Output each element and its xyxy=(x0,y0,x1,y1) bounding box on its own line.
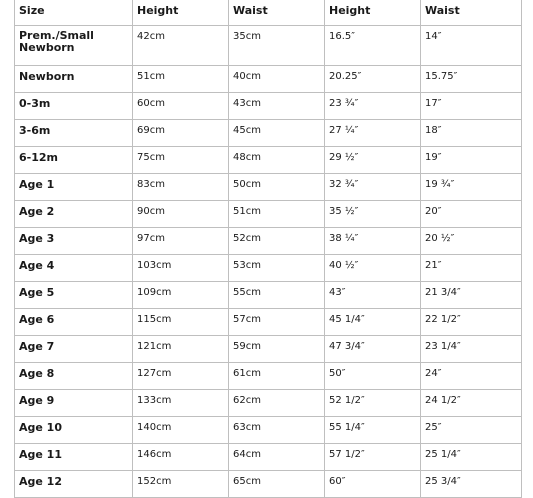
waist-cm-cell: 43cm xyxy=(229,93,325,120)
waist-in-cell: 24 1/2″ xyxy=(421,390,522,417)
table-row xyxy=(15,336,522,363)
waist-in-cell: 19″ xyxy=(421,147,522,174)
table-row xyxy=(15,120,522,147)
waist-in-cell: 22 1/2″ xyxy=(421,309,522,336)
height-cm-cell: 127cm xyxy=(133,363,229,390)
waist-in-cell: 25 1/4″ xyxy=(421,444,522,471)
height-in-cell: 29 ½″ xyxy=(325,147,421,174)
table-row xyxy=(15,228,522,255)
waist-cm-cell: 62cm xyxy=(229,390,325,417)
size-cell: Age 2 xyxy=(15,201,133,228)
height-cm-cell: 109cm xyxy=(133,282,229,309)
height-cm-cell: 103cm xyxy=(133,255,229,282)
height-cm-cell: 42cm xyxy=(133,26,229,66)
waist-cm-cell: 65cm xyxy=(229,471,325,498)
waist-in-cell: 24″ xyxy=(421,363,522,390)
size-cell: Age 11 xyxy=(15,444,133,471)
height-in-cell: 55 1/4″ xyxy=(325,417,421,444)
size-cell: Age 6 xyxy=(15,309,133,336)
height-in-cell: 45 1/4″ xyxy=(325,309,421,336)
waist-cm-cell: 57cm xyxy=(229,309,325,336)
table-row xyxy=(15,93,522,120)
table-row xyxy=(15,147,522,174)
table-row xyxy=(15,26,522,66)
header-row xyxy=(15,0,522,26)
table-row xyxy=(15,309,522,336)
size-cell: Age 10 xyxy=(15,417,133,444)
header-waist-in: Waist xyxy=(421,0,522,26)
height-in-cell: 20.25″ xyxy=(325,66,421,93)
height-cm-cell: 140cm xyxy=(133,417,229,444)
height-in-cell: 38 ¼″ xyxy=(325,228,421,255)
waist-cm-cell: 35cm xyxy=(229,26,325,66)
size-cell: Newborn xyxy=(15,66,133,93)
waist-cm-cell: 61cm xyxy=(229,363,325,390)
waist-in-cell: 19 ¾″ xyxy=(421,174,522,201)
waist-in-cell: 23 1/4″ xyxy=(421,336,522,363)
size-cell: Age 5 xyxy=(15,282,133,309)
height-in-cell: 57 1/2″ xyxy=(325,444,421,471)
height-cm-cell: 90cm xyxy=(133,201,229,228)
waist-cm-cell: 40cm xyxy=(229,66,325,93)
waist-cm-cell: 51cm xyxy=(229,201,325,228)
waist-in-cell: 15.75″ xyxy=(421,66,522,93)
height-in-cell: 16.5″ xyxy=(325,26,421,66)
height-cm-cell: 152cm xyxy=(133,471,229,498)
header-height-cm: Height xyxy=(133,0,229,26)
height-in-cell: 52 1/2″ xyxy=(325,390,421,417)
height-cm-cell: 75cm xyxy=(133,147,229,174)
waist-cm-cell: 63cm xyxy=(229,417,325,444)
size-cell: Age 7 xyxy=(15,336,133,363)
height-in-cell: 40 ½″ xyxy=(325,255,421,282)
waist-cm-cell: 55cm xyxy=(229,282,325,309)
table-row xyxy=(15,174,522,201)
height-cm-cell: 146cm xyxy=(133,444,229,471)
size-chart-container xyxy=(14,0,521,498)
size-cell: Age 8 xyxy=(15,363,133,390)
height-in-cell: 43″ xyxy=(325,282,421,309)
header-height-in: Height xyxy=(325,0,421,26)
table-row xyxy=(15,363,522,390)
header-waist-cm: Waist xyxy=(229,0,325,26)
size-cell: Age 4 xyxy=(15,255,133,282)
waist-cm-cell: 64cm xyxy=(229,444,325,471)
table-row xyxy=(15,255,522,282)
waist-in-cell: 17″ xyxy=(421,93,522,120)
waist-cm-cell: 59cm xyxy=(229,336,325,363)
waist-in-cell: 25″ xyxy=(421,417,522,444)
size-cell: 0-3m xyxy=(15,93,133,120)
size-cell: 6-12m xyxy=(15,147,133,174)
height-cm-cell: 115cm xyxy=(133,309,229,336)
height-cm-cell: 97cm xyxy=(133,228,229,255)
waist-cm-cell: 53cm xyxy=(229,255,325,282)
height-in-cell: 35 ½″ xyxy=(325,201,421,228)
waist-cm-cell: 48cm xyxy=(229,147,325,174)
waist-in-cell: 21 3/4″ xyxy=(421,282,522,309)
height-cm-cell: 69cm xyxy=(133,120,229,147)
waist-in-cell: 25 3/4″ xyxy=(421,471,522,498)
size-cell: Age 12 xyxy=(15,471,133,498)
height-cm-cell: 51cm xyxy=(133,66,229,93)
size-cell: 3-6m xyxy=(15,120,133,147)
table-row xyxy=(15,201,522,228)
height-cm-cell: 83cm xyxy=(133,174,229,201)
height-cm-cell: 121cm xyxy=(133,336,229,363)
height-in-cell: 47 3/4″ xyxy=(325,336,421,363)
size-chart-table xyxy=(14,0,522,498)
waist-in-cell: 14″ xyxy=(421,26,522,66)
height-cm-cell: 60cm xyxy=(133,93,229,120)
table-row xyxy=(15,417,522,444)
height-in-cell: 32 ¾″ xyxy=(325,174,421,201)
waist-in-cell: 21″ xyxy=(421,255,522,282)
height-in-cell: 23 ¾″ xyxy=(325,93,421,120)
table-row xyxy=(15,444,522,471)
size-cell: Age 1 xyxy=(15,174,133,201)
height-cm-cell: 133cm xyxy=(133,390,229,417)
size-cell: Age 3 xyxy=(15,228,133,255)
height-in-cell: 27 ¼″ xyxy=(325,120,421,147)
waist-in-cell: 18″ xyxy=(421,120,522,147)
waist-in-cell: 20″ xyxy=(421,201,522,228)
waist-in-cell: 20 ½″ xyxy=(421,228,522,255)
table-row xyxy=(15,282,522,309)
waist-cm-cell: 52cm xyxy=(229,228,325,255)
table-row xyxy=(15,66,522,93)
table-row xyxy=(15,471,522,498)
height-in-cell: 50″ xyxy=(325,363,421,390)
table-row xyxy=(15,390,522,417)
waist-cm-cell: 45cm xyxy=(229,120,325,147)
header-size: Size xyxy=(15,0,133,26)
height-in-cell: 60″ xyxy=(325,471,421,498)
waist-cm-cell: 50cm xyxy=(229,174,325,201)
size-cell: Prem./Small Newborn xyxy=(15,26,133,66)
size-cell: Age 9 xyxy=(15,390,133,417)
